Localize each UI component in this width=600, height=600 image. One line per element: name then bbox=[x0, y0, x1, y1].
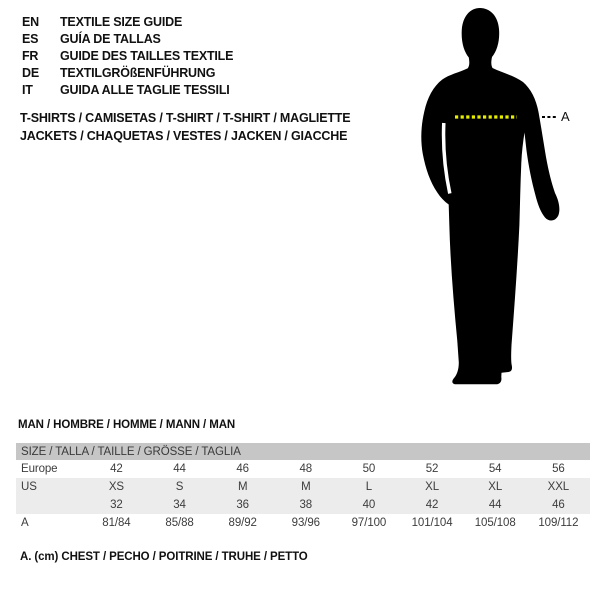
size-table-cell: 93/96 bbox=[291, 517, 320, 529]
language-label: TEXTILGRÖßENFÜHRUNG bbox=[60, 66, 216, 81]
language-label: GUIDA ALLE TAGLIE TESSILI bbox=[60, 83, 230, 98]
language-code: EN bbox=[22, 14, 39, 29]
size-table-row-label: Europe bbox=[21, 463, 58, 475]
language-row bbox=[22, 13, 233, 30]
language-row bbox=[22, 30, 233, 47]
size-table-row-label: A bbox=[21, 517, 29, 529]
size-table-cell: S bbox=[175, 481, 184, 493]
language-label: TEXTILE SIZE GUIDE bbox=[60, 14, 183, 29]
size-table-body bbox=[16, 443, 590, 532]
size-table-cell: XL bbox=[488, 481, 503, 493]
size-table-cell: 42 bbox=[425, 499, 439, 511]
size-table-cell: M bbox=[237, 481, 248, 493]
size-table-cell: 34 bbox=[173, 499, 186, 511]
man-silhouette-figure bbox=[400, 0, 600, 400]
size-table-cell: 50 bbox=[362, 463, 376, 475]
size-table-cell: 97/100 bbox=[351, 517, 387, 529]
language-row bbox=[22, 82, 233, 99]
category-line-jackets: JACKETS / CHAQUETAS / VESTES / JACKEN / GIACCHE bbox=[20, 129, 348, 143]
size-table-row-label bbox=[16, 496, 85, 514]
size-table-row bbox=[16, 514, 590, 532]
language-label: GUÍA DE TALLAS bbox=[60, 31, 161, 46]
category-lines bbox=[20, 109, 350, 145]
language-row bbox=[22, 47, 233, 64]
size-table-header: SIZE / TALLA / TAILLE / GRÖSSE / TAGLIA bbox=[16, 443, 590, 460]
size-table-cell: 46 bbox=[236, 463, 249, 475]
language-code: FR bbox=[22, 48, 39, 63]
section-heading-man: MAN / HOMBRE / HOMME / MANN / MAN bbox=[18, 419, 236, 431]
size-table-cell: 56 bbox=[552, 463, 565, 475]
language-label: GUIDE DES TAILLES TEXTILE bbox=[60, 48, 234, 63]
size-table-header-row bbox=[16, 443, 590, 460]
size-table-cell: 38 bbox=[299, 499, 313, 511]
size-table-cell: 44 bbox=[488, 499, 502, 511]
size-table-cell: 46 bbox=[552, 499, 565, 511]
size-table-row-label: US bbox=[21, 481, 37, 493]
category-line-tshirts: T-SHIRTS / CAMISETAS / T-SHIRT / T-SHIRT / MAGLIETTE bbox=[20, 111, 351, 125]
size-table-cell: 32 bbox=[110, 499, 123, 511]
size-table-cell: 85/88 bbox=[165, 517, 194, 529]
size-table-row bbox=[16, 460, 590, 478]
language-code: DE bbox=[22, 66, 39, 81]
size-table bbox=[16, 443, 590, 532]
size-table-cell: 109/112 bbox=[538, 517, 579, 529]
figure-area bbox=[400, 0, 600, 400]
size-table-cell: 105/108 bbox=[474, 517, 516, 529]
size-table-cell: 40 bbox=[362, 499, 376, 511]
size-table-cell: L bbox=[365, 481, 373, 493]
size-table-cell: 36 bbox=[236, 499, 249, 511]
size-table-cell: 89/92 bbox=[228, 517, 257, 529]
size-table-cell: 101/104 bbox=[411, 517, 453, 529]
size-table-cell: 81/84 bbox=[102, 517, 131, 529]
size-table-cell: 42 bbox=[110, 463, 123, 475]
size-table-cell: 44 bbox=[173, 463, 186, 475]
size-table-cell: 52 bbox=[425, 463, 439, 475]
size-table-cell: M bbox=[301, 481, 311, 493]
size-table-cell: XS bbox=[108, 481, 125, 493]
language-code: IT bbox=[22, 83, 33, 98]
size-table-cell: XXL bbox=[547, 481, 570, 493]
size-table-row bbox=[16, 496, 590, 514]
size-table-cell: 54 bbox=[488, 463, 502, 475]
man-silhouette bbox=[421, 8, 559, 384]
size-table-row bbox=[16, 478, 590, 496]
measurement-label-a: A bbox=[561, 109, 570, 124]
language-row bbox=[22, 65, 233, 82]
size-table-cell: XL bbox=[425, 481, 439, 493]
footnote-chest: A. (cm) CHEST / PECHO / POITRINE / TRUHE / PETTO bbox=[20, 551, 308, 563]
language-code: ES bbox=[22, 31, 39, 46]
language-list bbox=[22, 13, 233, 99]
size-table-cell: 48 bbox=[299, 463, 313, 475]
